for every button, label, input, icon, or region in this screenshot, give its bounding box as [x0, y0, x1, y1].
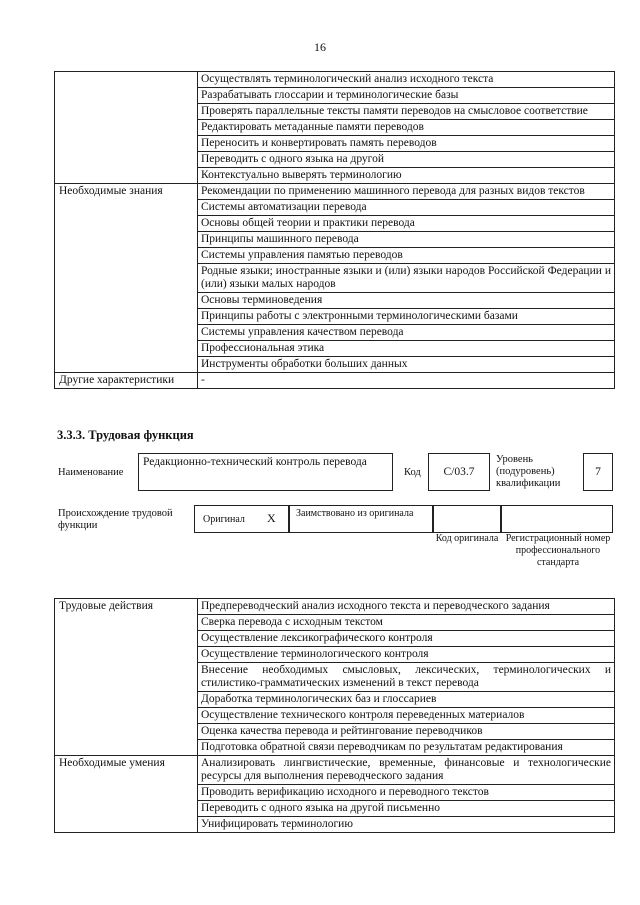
list-item: Сверка перевода с исходным текстом — [198, 615, 615, 631]
table-row — [55, 184, 615, 200]
name-value-box — [138, 453, 393, 491]
row-group-label: Необходимые знания — [55, 184, 198, 373]
code-caption: Код оригинала — [435, 533, 499, 544]
list-item: Родные языки; иностранные языки и (или) языки народов Российской Федерации и (или) языки малых народов — [198, 264, 615, 293]
list-item: - — [198, 373, 615, 389]
list-item: Переносить и конвертировать память переводов — [198, 136, 615, 152]
page-number: 16 — [314, 40, 326, 54]
list-item: Осуществление терминологического контроля — [198, 647, 615, 663]
list-item: Основы терминоведения — [198, 293, 615, 309]
code-value: C/03.7 — [443, 465, 475, 478]
list-item: Инструменты обработки больших данных — [198, 357, 615, 373]
list-item: Редактировать метаданные памяти переводов — [198, 120, 615, 136]
level-label: Уровень (подуровень) квалификации — [496, 454, 561, 489]
name-label: Наименование — [58, 467, 124, 478]
table-row — [55, 599, 615, 615]
table-row — [55, 373, 615, 389]
list-item: Проверять параллельные тексты памяти переводов на смысловое соответствие — [198, 104, 615, 120]
list-item: Системы управления памятью переводов — [198, 248, 615, 264]
original-mark: X — [267, 511, 276, 525]
list-item: Системы управления качеством перевода — [198, 325, 615, 341]
list-item: Принципы машинного перевода — [198, 232, 615, 248]
table-row — [55, 756, 615, 785]
origin-reg-box — [501, 505, 613, 533]
list-item: Переводить с одного языка на другой письменно — [198, 801, 615, 817]
labor-actions-table — [54, 598, 615, 833]
row-group-label: Другие характеристики — [55, 373, 198, 389]
list-item: Осуществление лексикографического контроля — [198, 631, 615, 647]
list-item: Оценка качества перевода и рейтингование переводчиков — [198, 724, 615, 740]
list-item: Подготовка обратной связи переводчикам по результатам редактирования — [198, 740, 615, 756]
list-item: Проводить верификацию исходного и переводного текстов — [198, 785, 615, 801]
list-item: Переводить с одного языка на другой — [198, 152, 615, 168]
list-item: Осуществление технического контроля переведенных материалов — [198, 708, 615, 724]
origin-borrowed-box — [289, 505, 433, 533]
list-item: Унифицировать терминологию — [198, 817, 615, 833]
list-item: Контекстуально выверять терминологию — [198, 168, 615, 184]
list-item: Доработка терминологических баз и глоссариев — [198, 692, 615, 708]
level-value-box — [583, 453, 613, 491]
list-item: Основы общей теории и практики перевода — [198, 216, 615, 232]
reg-caption: Регистрационный номер профессионального стандарта — [505, 533, 611, 568]
row-group-label: Трудовые действия — [55, 599, 198, 756]
list-item: Осуществлять терминологический анализ исходного текста — [198, 72, 615, 88]
list-item: Предпереводческий анализ исходного текста и переводческого задания — [198, 599, 615, 615]
borrowed-label: Заимствовано из оригинала — [296, 508, 414, 519]
list-item: Профессиональная этика — [198, 341, 615, 357]
list-item: Разрабатывать глоссарии и терминологические базы — [198, 88, 615, 104]
list-item: Анализировать лингвистические, временные, финансовые и технологические ресурсы для выполнения переводческого задания — [198, 756, 615, 785]
list-item: Внесение необходимых смысловых, лексических, терминологических и стилистико-грамматических изменений в текст перевода — [198, 663, 615, 692]
origin-label: Происхождение трудовой функции — [58, 508, 173, 531]
origin-original-box — [194, 505, 289, 533]
section-title: 3.3.3. Трудовая функция — [57, 428, 194, 442]
level-value: 7 — [595, 465, 601, 478]
list-item: Рекомендации по применению машинного перевода для разных видов текстов — [198, 184, 615, 200]
code-label: Код — [404, 467, 421, 478]
origin-code-box — [433, 505, 501, 533]
row-group-label: Необходимые умения — [55, 756, 198, 833]
list-item: Системы автоматизации перевода — [198, 200, 615, 216]
row-group-label — [55, 72, 198, 184]
requirements-table — [54, 71, 615, 389]
code-value-box — [428, 453, 490, 491]
name-value: Редакционно-технический контроль перевода — [143, 456, 367, 468]
table-row — [55, 72, 615, 88]
list-item: Принципы работы с электронными терминологическими базами — [198, 309, 615, 325]
original-label: Оригинал — [203, 514, 245, 525]
